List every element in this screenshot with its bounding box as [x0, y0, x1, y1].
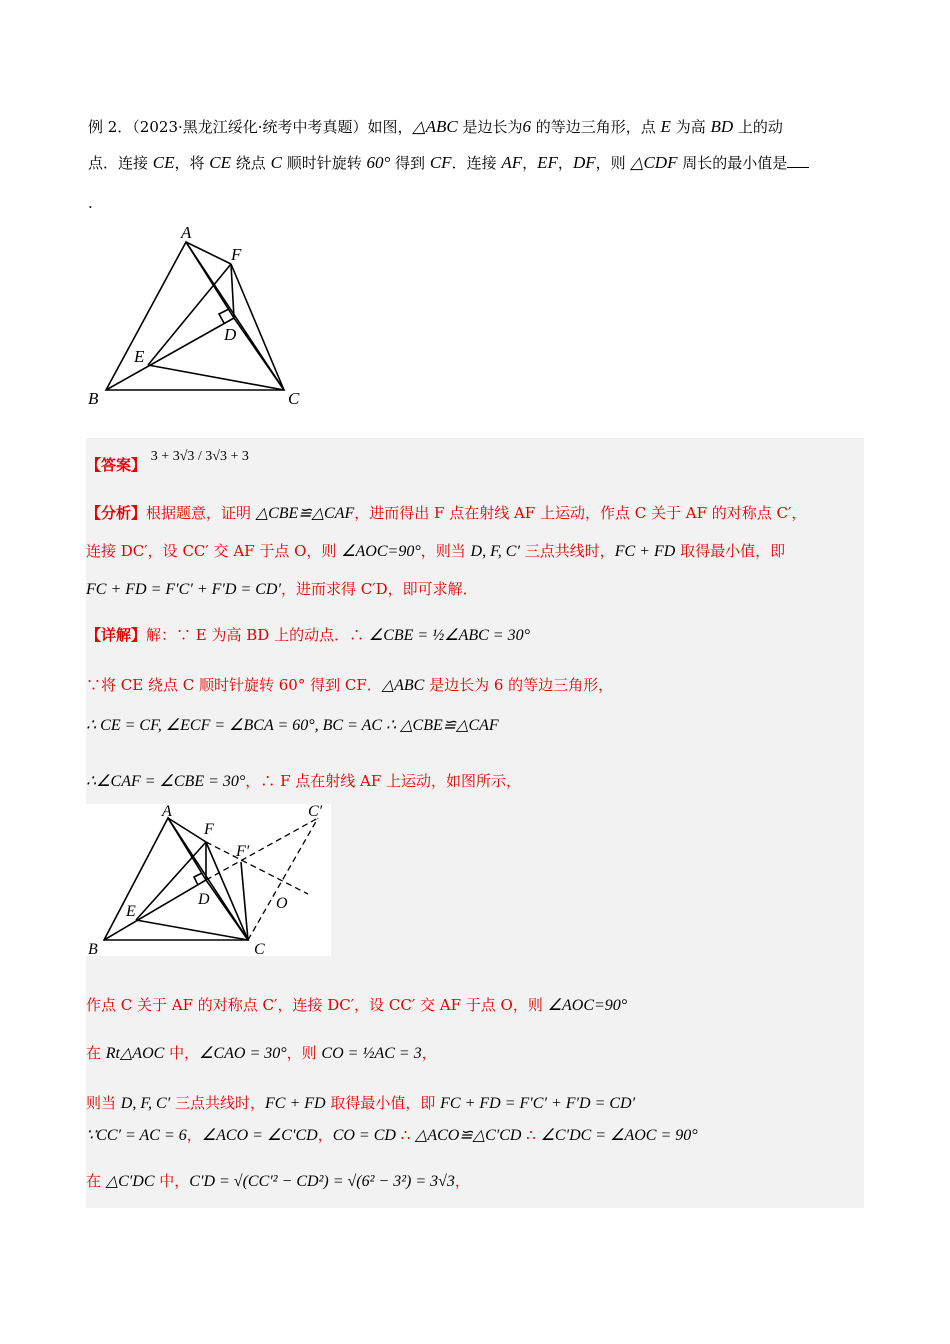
figure-2-triangle — [86, 804, 331, 956]
question-text: ，将 — [174, 154, 210, 172]
math-ce: CE — [152, 153, 175, 172]
question-text: 是边长为 — [457, 118, 523, 136]
detail-row-4 — [86, 766, 864, 797]
detail-text: ，∴ F 点在射线 AF 上运动，如图所示， — [245, 772, 522, 790]
detail-text: 在 — [86, 1172, 106, 1190]
question-text: 上的动 — [733, 118, 783, 136]
math-cc-prime: ∵CC′ = AC = 6 — [86, 1127, 187, 1144]
segment-ec — [148, 365, 284, 390]
detail-text: ∵将 CE 绕点 C 顺时针旋转 60° 得到 CF． — [86, 676, 382, 694]
detail-row-2 — [86, 670, 864, 701]
detail-row-9 — [86, 1166, 864, 1197]
question-text: 点．连接 — [88, 154, 153, 172]
triangle-abc — [104, 818, 248, 940]
detail-text: ， — [317, 1126, 333, 1144]
math-ce: CE — [209, 153, 232, 172]
figure-1-lines — [106, 242, 284, 390]
triangle-abc — [106, 242, 284, 390]
math-c: C — [270, 153, 282, 172]
detail-text: 在 — [86, 1044, 106, 1062]
label-d: D — [198, 891, 210, 908]
label-e: E — [134, 347, 145, 366]
question-text: 得到 — [390, 154, 430, 172]
segment-ec — [136, 920, 248, 940]
math-angle-cdc: ∠C′DC = ∠AOC = 90° — [540, 1127, 698, 1144]
segment-af — [168, 818, 206, 842]
math-points: D, F, C′ — [470, 543, 520, 560]
detail-text: 中， — [164, 1044, 200, 1062]
figure-2-lines — [104, 818, 248, 940]
math-sum: FC + FD — [614, 543, 676, 560]
segment-cc-prime — [248, 818, 318, 940]
math-co: CO = ½AC = 3 — [321, 1045, 422, 1062]
segment-ff-c — [241, 862, 248, 940]
label-a: A — [181, 223, 192, 242]
math-60-degrees: 60° — [366, 153, 391, 172]
math-sum: FC + FD — [265, 1095, 326, 1112]
label-a: A — [162, 804, 172, 820]
math-congruence: △CBE≌△CAF — [255, 505, 355, 522]
question-text: ．连接 — [451, 154, 502, 172]
analysis-row-2 — [86, 536, 864, 567]
math-angle-aoc: ∠AOC=90° — [341, 543, 421, 560]
analysis-text: 三点共线时， — [519, 542, 615, 560]
segment-fc — [231, 264, 284, 390]
math-e: E — [660, 117, 671, 136]
detail-row-8 — [86, 1120, 864, 1151]
detail-text: ， — [454, 1172, 470, 1190]
math-equalities: ∴ CE = CF, ∠ECF = ∠BCA = 60°, BC = AC — [86, 717, 383, 734]
question-text: ，则 — [595, 154, 631, 172]
math-ef: EF — [537, 153, 558, 172]
question-text: 为高 — [670, 118, 711, 136]
label-f-prime: F′ — [236, 843, 250, 860]
detail-text: ， — [186, 1126, 202, 1144]
question-line-3 — [88, 186, 858, 220]
answer-row — [86, 450, 864, 482]
label-b: B — [88, 389, 99, 408]
math-angle-cbe: ∠CBE = ½∠ABC = 30° — [368, 627, 530, 644]
answer-tag: 【答案】 — [86, 456, 147, 474]
math-af: AF — [501, 153, 523, 172]
label-o: O — [276, 895, 288, 912]
detail-text: ，则 — [286, 1044, 322, 1062]
math-cd-length: C′D = √(CC′² − CD²) = √(6² − 3²) = 3√3 — [189, 1173, 455, 1190]
question-text: ， — [522, 154, 538, 172]
question-text: ， — [557, 154, 573, 172]
question-text: 周长的最小值是 — [677, 154, 788, 172]
math-cf: CF — [429, 153, 452, 172]
label-f: F — [231, 245, 242, 264]
question-text: 例 2．（2023·黑龙江绥化·统考中考真题）如图， — [88, 118, 413, 136]
answer-blank — [787, 167, 809, 168]
math-congruence: △ACO≌△C′CD — [415, 1127, 522, 1144]
math-congruence: ∴ △CBE≌△CAF — [382, 717, 499, 734]
detail-text: 解：∵ E 为高 BD 上的动点．∴ — [146, 626, 369, 644]
label-f: F — [204, 821, 214, 838]
math-bd: BD — [710, 117, 734, 136]
analysis-text: ，进而求得 C′D，即可求解． — [280, 580, 478, 598]
detail-text: 中， — [154, 1172, 190, 1190]
math-angle-aoc: ∠AOC=90° — [547, 997, 628, 1014]
detail-text: 是边长为 6 的等边三角形， — [424, 676, 614, 694]
math-triangle-abc: △ABC — [412, 117, 458, 136]
question-text: 绕点 — [231, 154, 271, 172]
math-points: D, F, C′ — [120, 1095, 171, 1112]
question-text: 顺时针旋转 — [281, 154, 367, 172]
detail-text: 则当 — [86, 1094, 121, 1112]
detail-text: 三点共线时， — [170, 1094, 265, 1112]
detail-row-1 — [86, 620, 864, 651]
detail-text: ， — [421, 1044, 437, 1062]
detail-row-7 — [86, 1088, 864, 1119]
solution-panel — [86, 438, 864, 1208]
analysis-text: 根据题意，证明 — [146, 504, 256, 522]
detail-text: 取得最小值，即 — [325, 1094, 441, 1112]
figure-2-dashed-lines — [206, 818, 318, 940]
label-c: C — [254, 941, 265, 956]
question-text: . — [88, 194, 93, 212]
label-c-prime: C′ — [308, 804, 323, 820]
math-angle-aco: ∠ACO = ∠C′CD — [201, 1127, 318, 1144]
math-rt-triangle: Rt△AOC — [105, 1045, 165, 1062]
detail-text: ∴ — [395, 1126, 416, 1144]
detail-row-3 — [86, 710, 864, 741]
question-line-2 — [88, 146, 858, 180]
math-triangle-abc: △ABC — [381, 677, 425, 694]
ray-af-extended — [206, 842, 308, 894]
math-angle-cao: ∠CAO = 30° — [199, 1045, 287, 1062]
math-equation: FC + FD = F′C′ + F′D = CD′ — [86, 581, 281, 598]
answer-value: 3 + 3√3 / 3√3 + 3 — [150, 449, 249, 464]
label-d: D — [224, 325, 237, 344]
question-text: 的等边三角形，点 — [531, 118, 661, 136]
math-triangle-cdf: △CDF — [630, 153, 678, 172]
analysis-text: ，进而得出 F 点在射线 AF 上运动，作点 C 关于 AF 的对称点 C′， — [354, 504, 807, 522]
analysis-text: 连接 DC′，设 CC′ 交 AF 于点 O，则 — [86, 542, 342, 560]
figure-1-triangle — [86, 222, 306, 412]
analysis-text: ，则当 — [420, 542, 471, 560]
label-c: C — [288, 389, 300, 408]
analysis-text: 取得最小值，即 — [675, 542, 786, 560]
detail-tag: 【详解】 — [86, 626, 147, 644]
detail-row-6 — [86, 1038, 864, 1069]
label-b: B — [88, 941, 98, 956]
math-equation: FC + FD = F′C′ + F′D = CD′ — [440, 1095, 636, 1112]
math-df: DF — [572, 153, 596, 172]
detail-text: ∴ — [521, 1126, 541, 1144]
detail-row-5 — [86, 990, 864, 1021]
analysis-tag: 【分析】 — [86, 504, 147, 522]
analysis-row-3 — [86, 574, 864, 605]
math-co-cd: CO = CD — [332, 1127, 396, 1144]
detail-text: 作点 C 关于 AF 的对称点 C′，连接 DC′，设 CC′ 交 AF 于点 O，则 — [86, 996, 548, 1014]
math-six: 6 — [522, 117, 531, 136]
analysis-row-1 — [86, 498, 864, 529]
math-angle-caf: ∴∠CAF = ∠CBE = 30° — [86, 773, 246, 790]
math-triangle-cdc: △C′DC — [105, 1173, 155, 1190]
question-line-1 — [88, 110, 858, 144]
label-e: E — [126, 903, 136, 920]
